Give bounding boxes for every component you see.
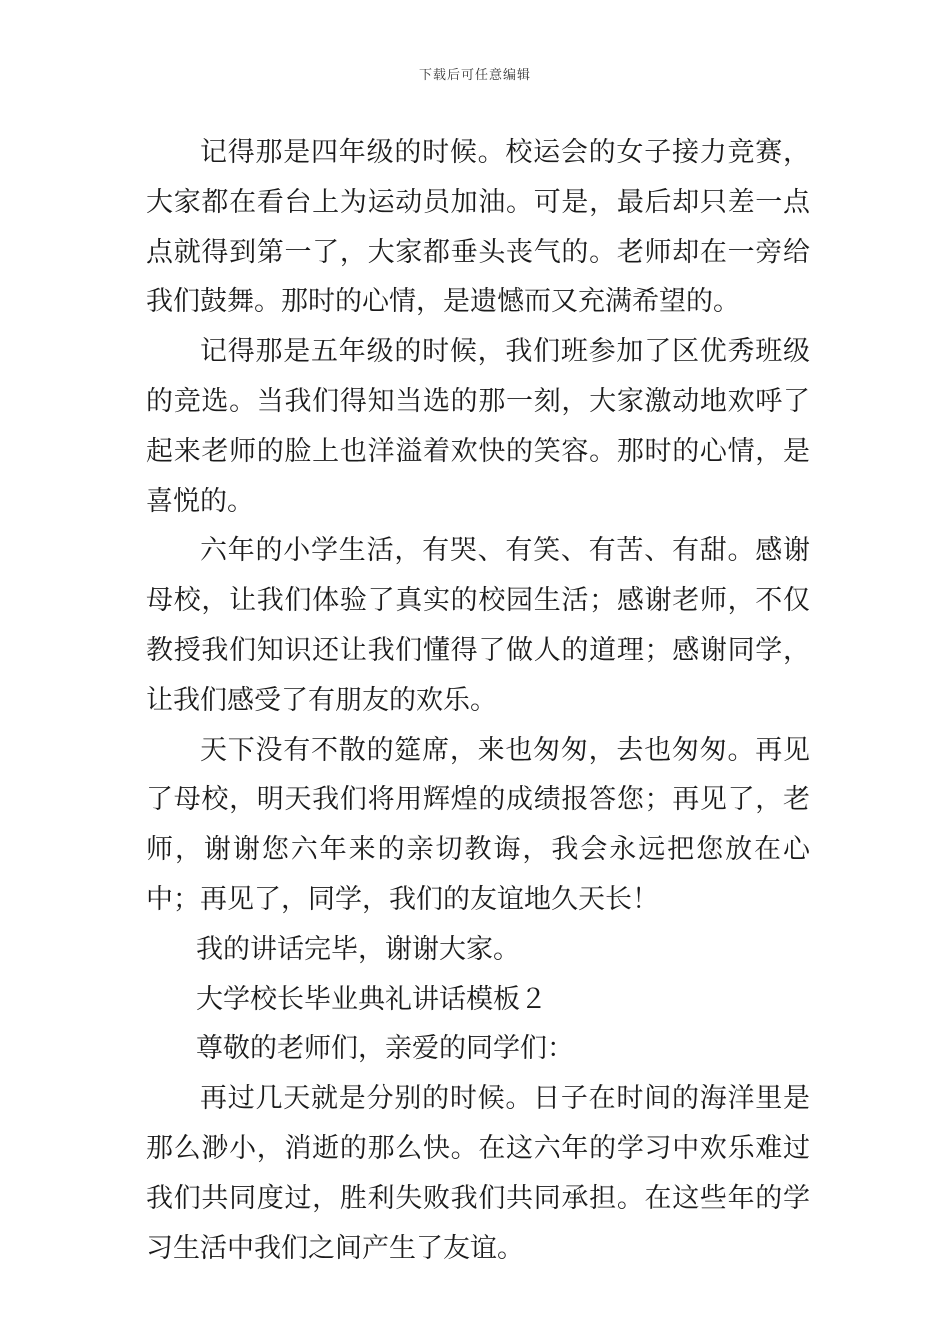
paragraph-fourth-grade: 记得那是四年级的时候。校运会的女子接力竞赛，大家都在看台上为运动员加油。可是，最后却只差一点点就得到第一了，大家都垂头丧气的。老师却在一旁给我们鼓舞。那时的心情，是遗憾而又充满希望的。 — [146, 137, 810, 318]
page-header: 下载后可任意编辑 — [418, 68, 531, 83]
paragraph-farewell: 天下没有不散的筵席，来也匆匆，去也匆匆。再见了母校，明天我们将用辉煌的成绩报答您；再见了，老师，谢谢您六年来的亲切教诲，我会永远把您放在心中；再见了，同学，我们的友谊地久天长！ — [146, 734, 810, 915]
closing-line: 我的讲话完毕，谢谢大家。 — [196, 933, 520, 965]
paragraph-fifth-grade: 记得那是五年级的时候，我们班参加了区优秀班级的竞选。当我们得知当选的那一刻，大家激动地欢呼了起来老师的脸上也洋溢着欢快的笑容。那时的心情，是喜悦的。 — [146, 336, 810, 517]
document-body — [146, 128, 810, 1273]
greeting-line: 尊敬的老师们，亲爱的同学们： — [196, 1033, 574, 1065]
paragraph-gratitude: 六年的小学生活，有哭、有笑、有苦、有甜。感谢母校，让我们体验了真实的校园生活；感谢老师，不仅教授我们知识还让我们懂得了做人的道理；感谢同学，让我们感受了有朋友的欢乐。 — [146, 535, 810, 716]
paragraph-parting: 再过几天就是分别的时候。日子在时间的海洋里是那么渺小，消逝的那么快。在这六年的学习中欢乐难过我们共同度过，胜利失败我们共同承担。在这些年的学习生活中我们之间产生了友谊。 — [146, 1083, 810, 1264]
section-title: 大学校长毕业典礼讲话模板２ — [196, 983, 547, 1015]
